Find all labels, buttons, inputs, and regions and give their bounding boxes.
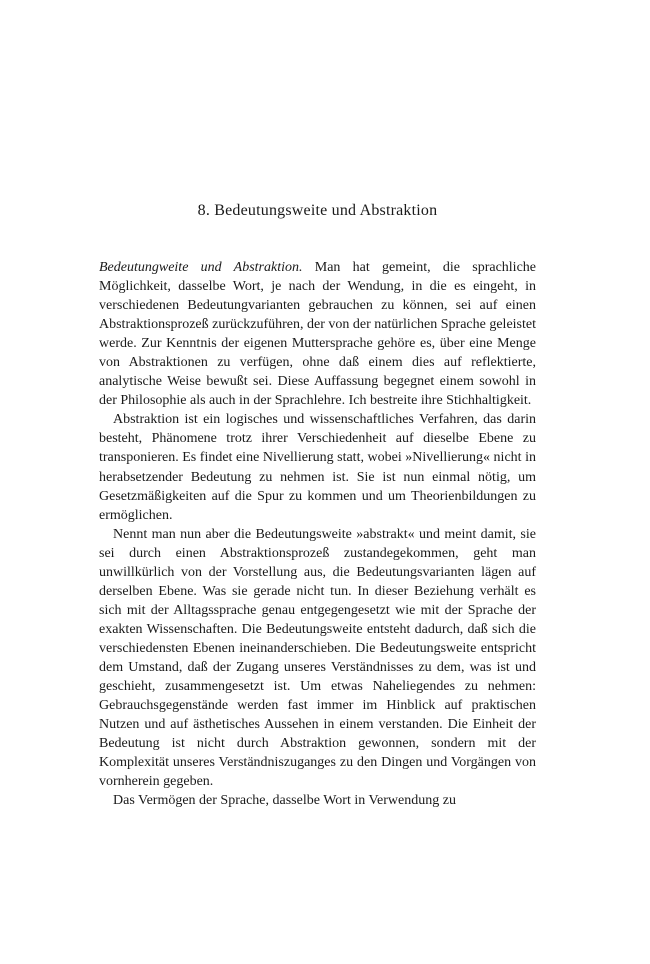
paragraph-1 [99, 258, 536, 410]
paragraph-1-text: Man hat gemeint, die sprachliche Möglichkeit, dasselbe Wort, je nach der Wendung, in die es eingeht, in verschiedenen Bedeutungvarianten gebrauchen zu können, sei auf einen Abstraktionsprozeß zurückzuführen, der von der natürlichen Sprache geleistet werde. Zur Kenntnis der eigenen Muttersprache gehöre es, über eine Menge von Abstraktionen zu verfügen, ohne daß einem dies auf reflektierte, analytische Weise bewußt sei. Diese Auffassung begegnet einem sowohl in der Philosophie als auch in der Sprachlehre. Ich bestreite ihre Stichhaltigkeit. [99, 260, 536, 409]
body-text [99, 258, 536, 810]
paragraph-lead-in: Bedeutungweite und Abstraktion. [99, 260, 303, 275]
paragraph-2: Abstraktion ist ein logisches und wissenschaftliches Verfahren, das darin besteht, Phänomene trotz ihrer Verschiedenheit auf dieselbe Ebene zu transponieren. Es findet eine Nivellierung statt, wobei »Nivellierung« nicht in herabsetzender Bedeutung zu nehmen ist. Sie ist nun einmal nötig, um Gesetzmäßigkeiten auf die Spur zu kommen und um Theorienbildungen zu ermöglichen. [99, 412, 536, 523]
chapter-title: 8. Bedeutungsweite und Abstraktion [197, 202, 438, 219]
paragraph-4: Das Vermögen der Sprache, dasselbe Wort in Verwendung zu [113, 793, 456, 809]
paragraph-3: Nennt man nun aber die Bedeutungsweite »abstrakt« und meint damit, sie sei durch einen Abstraktionsprozeß zustandegekommen, geht man unwillkürlich von der Vorstellung aus, die Bedeutungsvarianten lägen auf derselben Ebene. Was sie gerade nicht tun. In dieser Beziehung verhält es sich mit der Alltagssprache genau entgegengesetzt wie mit der Sprache der exakten Wissenschaften. Die Bedeutungsweite entsteht dadurch, daß sich die verschiedensten Ebenen ineinanderschieben. Die Bedeutungsweite entspricht dem Umstand, daß der Zugang unseres Verständnisses zu dem, was ist und geschieht, zusammengesetzt ist. Um etwas Naheliegendes zu nehmen: Gebrauchsgegenstände werden fast immer im Hinblick auf praktischen Nutzen und auf ästhetisches Aussehen in einem verstanden. Die Einheit der Bedeutung ist nicht durch Abstraktion gewonnen, sondern mit der Komplexität unseres Verständniszuganges zu den Dingen und Vorgängen von vornherein gegeben. [99, 526, 536, 790]
